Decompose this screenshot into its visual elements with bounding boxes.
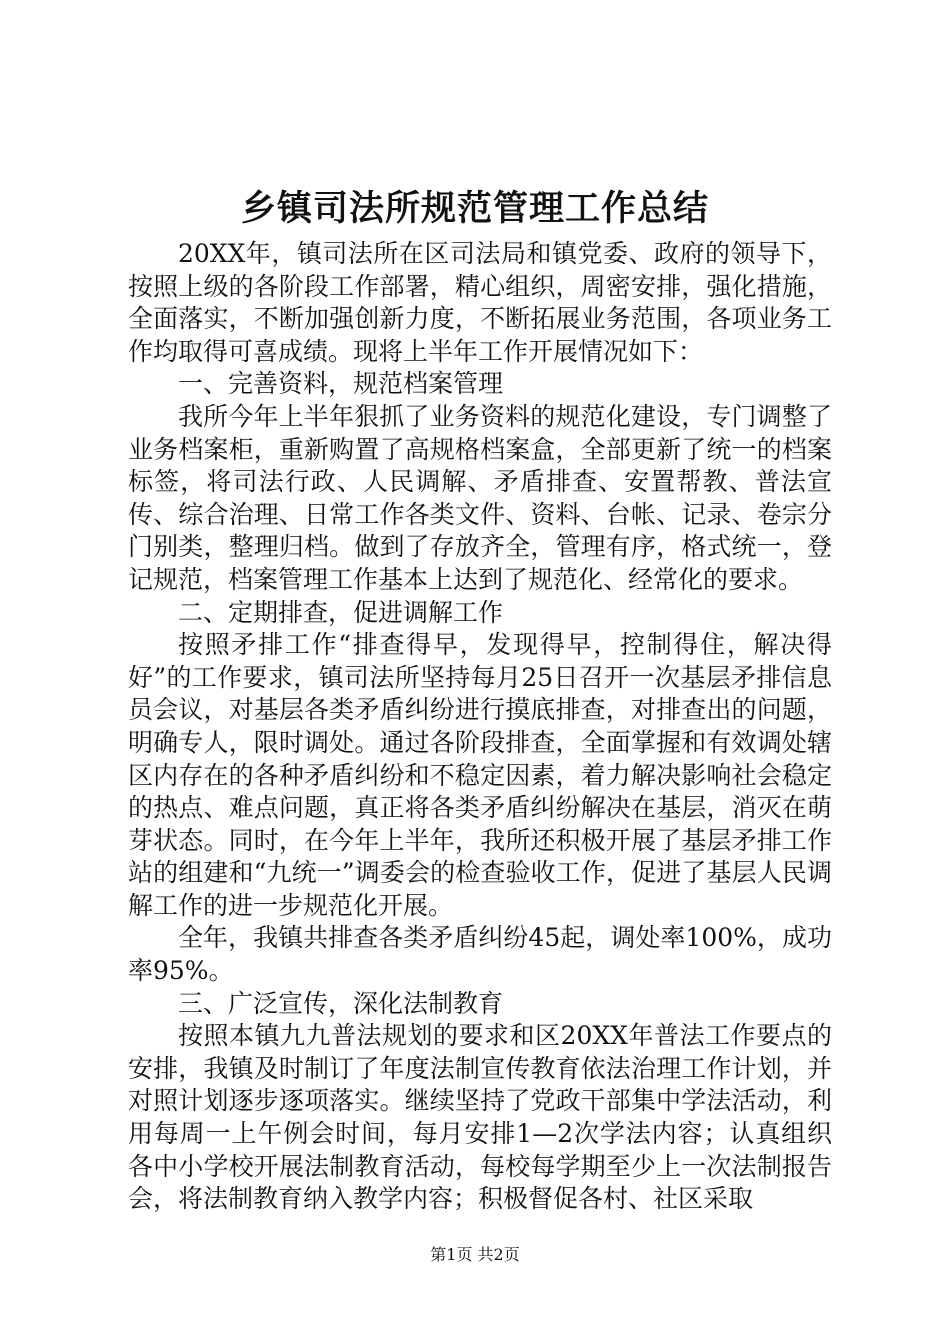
- section-heading-2: 二、定期排查，促进调解工作: [178, 597, 504, 627]
- paragraph-statistics: 全年，我镇共排查各类矛盾纠纷45起，调处率100%，成功率95%。: [128, 923, 832, 986]
- page-footer: 第1页 共2页: [430, 1245, 520, 1264]
- paragraph-intro: 20XX年，镇司法所在区司法局和镇党委、政府的领导下，按照上级的各阶段工作部署，精心组织，周密安排，强化措施，全面落实，不断加强创新力度，不断拓展业务范围，各项业务工作均取得可喜成绩。现将上半年工作开展情况如下：: [128, 239, 832, 366]
- document-title: 乡镇司法所规范管理工作总结: [240, 188, 709, 229]
- paragraph-publicity: 按照本镇九九普法规划的要求和区20XX年普法工作要点的安排，我镇及时制订了年度法制宣传教育依法治理工作计划，并对照计划逐步逐项落实。继续坚持了党政干部集中学法活动，利用每周一上午例会时间，每月安排1—2次学法内容；认真组织各中小学校开展法制教育活动，每校每学期至少上一次法制报告会，将法制教育纳入教学内容；积极督促各村、社区采取: [128, 1021, 832, 1214]
- section-heading-3: 三、广泛宣传，深化法制教育: [178, 988, 504, 1018]
- section-heading-1: 一、完善资料，规范档案管理: [178, 369, 504, 399]
- paragraph-archives: 我所今年上半年狠抓了业务资料的规范化建设，专门调整了业务档案柜，重新购置了高规格档案盒，全部更新了统一的档案标签，将司法行政、人民调解、矛盾排查、安置帮教、普法宣传、综合治理、日常工作各类文件、资料、台帐、记录、卷宗分门别类，整理归档。做到了存放齐全，管理有序，格式统一，登记规范，档案管理工作基本上达到了规范化、经常化的要求。: [128, 401, 832, 594]
- document-body: [128, 238, 832, 1216]
- paragraph-mediation: 按照矛排工作“排查得早，发现得早，控制得住，解决得好”的工作要求，镇司法所坚持每月25日召开一次基层矛排信息员会议，对基层各类矛盾纠纷进行摸底排查，对排查出的问题，明确专人，限时调处。通过各阶段排查，全面掌握和有效调处辖区内存在的各种矛盾纠纷和不稳定因素，着力解决影响社会稳定的热点、难点问题，真正将各类矛盾纠纷解决在基层，消灭在萌芽状态。同时，在今年上半年，我所还积极开展了基层矛排工作站的组建和“九统一”调委会的检查验收工作，促进了基层人民调解工作的进一步规范化开展。: [128, 630, 832, 920]
